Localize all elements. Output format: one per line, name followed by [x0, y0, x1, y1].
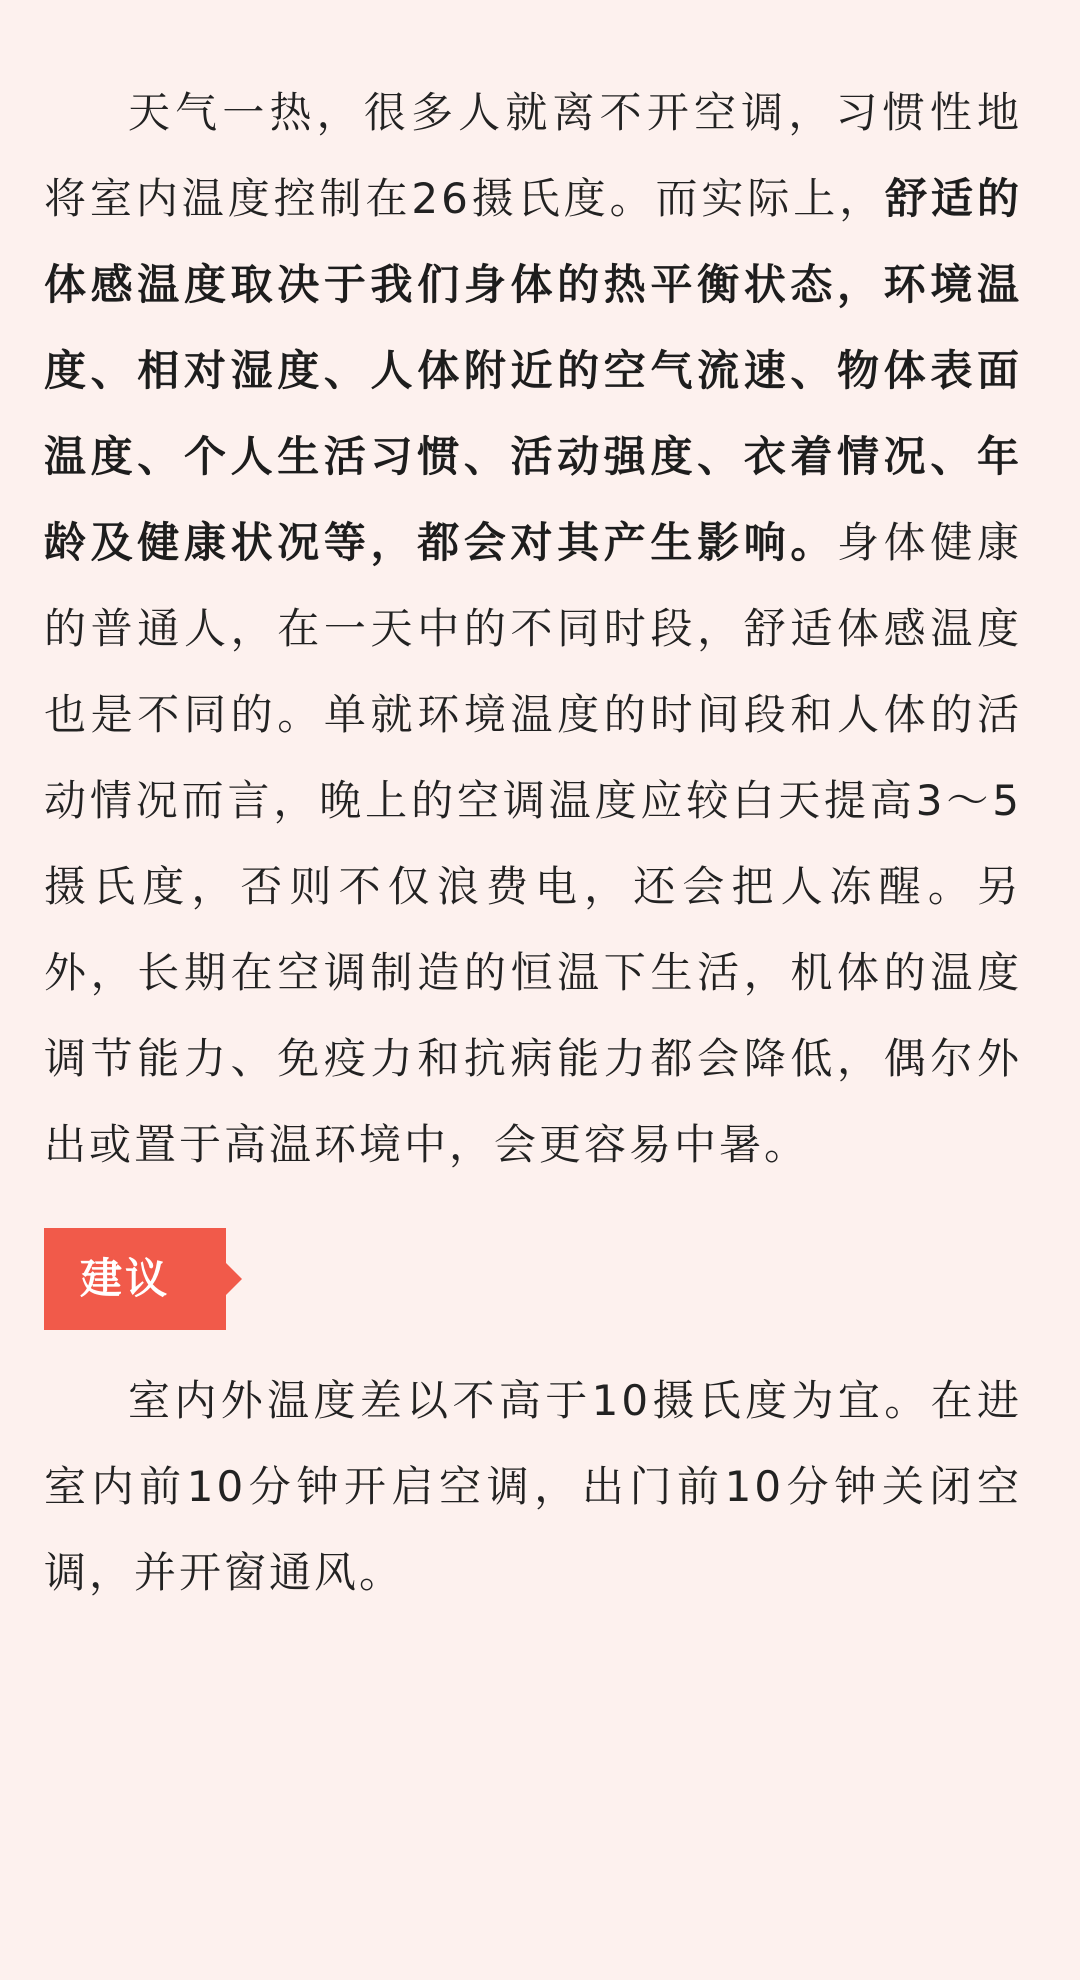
- article-paragraph-intro: [44, 70, 1022, 1188]
- section-label-suggestion: 建议: [44, 1228, 226, 1330]
- paragraph-rest-text: 身体健康的普通人，在一天中的不同时段，舒适体感温度也是不同的。单就环境温度的时间段和人体的活动情况而言，晚上的空调温度应较白天提高3～5摄氏度，否则不仅浪费电，还会把人冻醒。另外，长期在空调制造的恒温下生活，机体的温度调节能力、免疫力和抗病能力都会降低，偶尔外出或置于高温环境中，会更容易中暑。: [44, 518, 1022, 1169]
- article-paragraph-suggestion: 室内外温度差以不高于10摄氏度为宜。在进室内前10分钟开启空调，出门前10分钟关闭空调，并开窗通风。: [44, 1376, 1022, 1597]
- paragraph-emphasis-text: 舒适的体感温度取决于我们身体的热平衡状态，环境温度、相对湿度、人体附近的空气流速、物体表面温度、个人生活习惯、活动强度、衣着情况、年龄及健康状况等，都会对其产生影响。: [44, 174, 1022, 567]
- paragraph-intro-text: 天气一热，很多人就离不开空调，习惯性地将室内温度控制在26摄氏度。而实际上，: [44, 88, 1022, 223]
